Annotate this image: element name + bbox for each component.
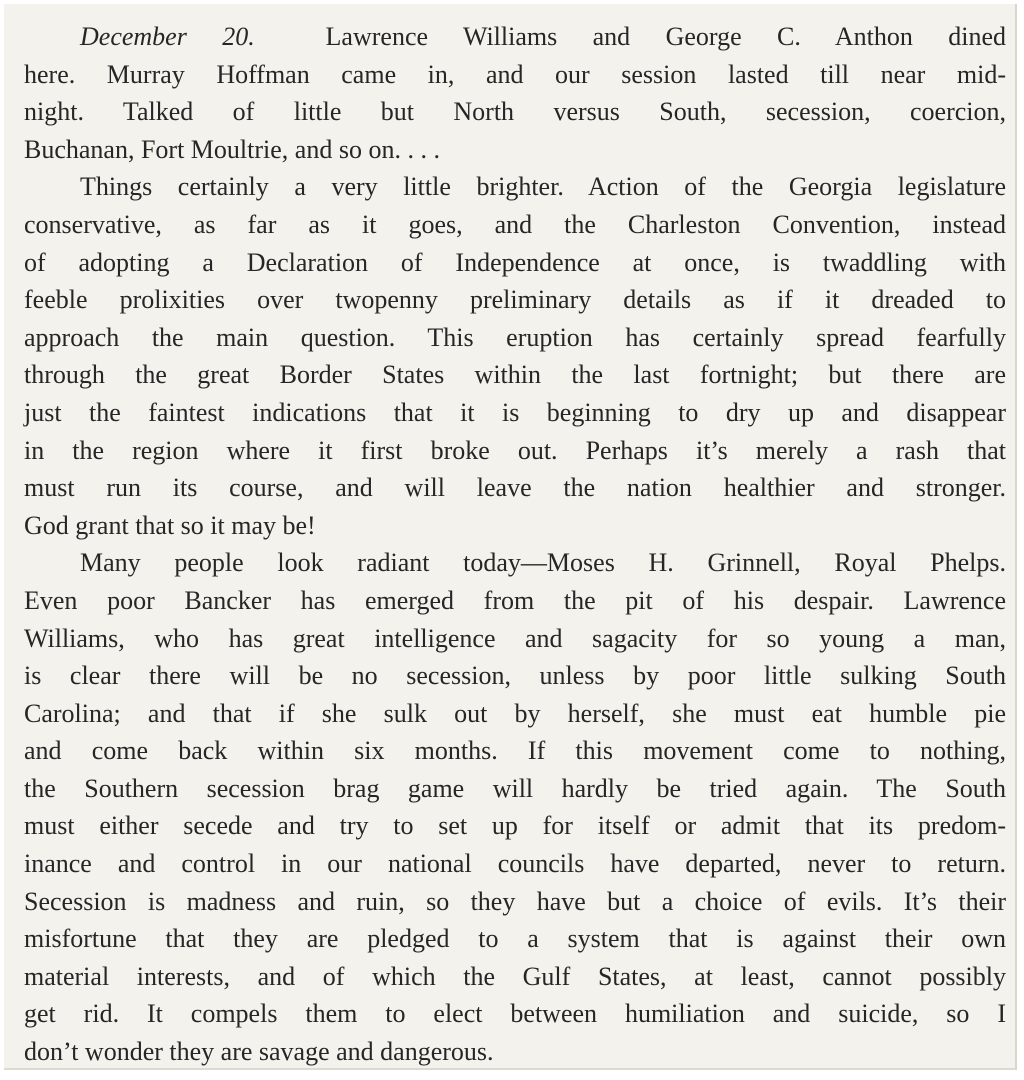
paragraph-2 xyxy=(24,168,1006,544)
text-line: Williams, who has great intelligence and sagacity for so young a man, xyxy=(24,623,1006,653)
text-line: Carolina; and that if she sulk out by herself, she must eat humble pie xyxy=(24,698,1006,728)
text-line: the Southern secession brag game will hardly be tried again. The South xyxy=(24,773,1006,803)
text-line: through the great Border States within the last fortnight; but there are xyxy=(24,360,1006,390)
paragraph-1 xyxy=(24,18,1006,168)
text-line: and come back within six months. If this movement come to nothing, xyxy=(24,736,1006,766)
text-line: Secession is madness and ruin, so they have but a choice of evils. It’s their xyxy=(24,886,1006,916)
text-line: must run its course, and will leave the nation healthier and stronger. xyxy=(24,473,1006,503)
text-line: material interests, and of which the Gulf States, at least, cannot possibly xyxy=(24,961,1006,991)
line-text: Lawrence Williams and George C. Anthon dined xyxy=(325,22,1006,51)
text-line: night. Talked of little but North versus South, secession, coercion, xyxy=(24,97,1006,127)
text-line: approach the main question. This eruption has certainly spread fearfully xyxy=(24,322,1006,352)
text-line xyxy=(24,18,1006,56)
text-line: conservative, as far as it goes, and the Charleston Convention, instead xyxy=(24,209,1006,239)
text-line: must either secede and try to set up for itself or admit that its predom- xyxy=(24,811,1006,841)
text-line: Even poor Bancker has emerged from the pit of his despair. Lawrence xyxy=(24,585,1006,615)
text-line: feeble prolixities over twopenny preliminary details as if it dreaded to xyxy=(24,285,1006,315)
entry-date: December 20. xyxy=(80,22,255,51)
text-line: don’t wonder they are savage and dangerous. xyxy=(24,1037,494,1067)
text-line: Things certainly a very little brighter. Action of the Georgia legislature xyxy=(80,172,1006,202)
newspaper-clipping xyxy=(4,4,1017,1070)
text-line: misfortune that they are pledged to a system that is against their own xyxy=(24,924,1006,954)
text-line: just the faintest indications that it is beginning to dry up and disappear xyxy=(24,397,1006,427)
text-line: here. Murray Hoffman came in, and our session lasted till near mid- xyxy=(24,59,1006,89)
text-line: Many people look radiant today—Moses H. Grinnell, Royal Phelps. xyxy=(80,548,1006,578)
text-line: Buchanan, Fort Moultrie, and so on. . . . xyxy=(24,134,440,164)
text-line: of adopting a Declaration of Independence at once, is twaddling with xyxy=(24,247,1006,277)
text-line: get rid. It compels them to elect between humiliation and suicide, so I xyxy=(24,999,1006,1029)
text-line: God grant that so it may be! xyxy=(24,510,316,540)
text-line: in the region where it first broke out. Perhaps it’s merely a rash that xyxy=(24,435,1006,465)
text-line: inance and control in our national councils have departed, never to return. xyxy=(24,849,1006,879)
text-line: is clear there will be no secession, unless by poor little sulking South xyxy=(24,661,1006,691)
clipping-text xyxy=(24,18,1006,1070)
paragraph-3 xyxy=(24,544,1006,1070)
